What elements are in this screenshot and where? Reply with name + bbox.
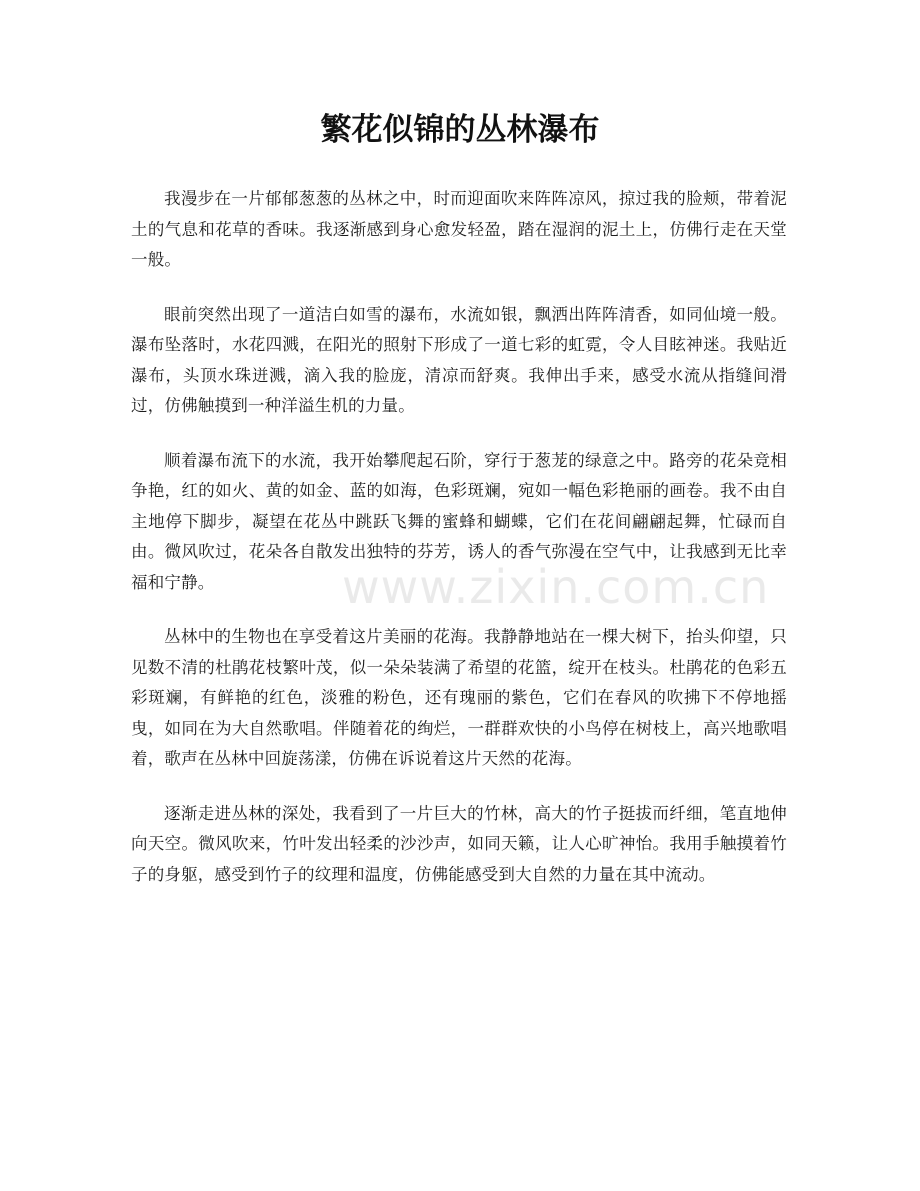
paragraph-2: 眼前突然出现了一道洁白如雪的瀑布，水流如银，飘洒出阵阵清香，如同仙境一般。瀑布坠落时，水花四溅，在阳光的照射下形成了一道七彩的虹霓，令人目眩神迷。我贴近瀑布，头顶水珠迸溅，滴入我的脸庞，清凉而舒爽。我伸出手来，感受水流从指缝间滑过，仿佛触摸到一种洋溢生机的力量。 (131, 304, 787, 415)
document-body (131, 184, 787, 914)
document-title: 繁花似锦的丛林瀑布 (320, 112, 600, 148)
paragraph-5: 逐渐走进丛林的深处，我看到了一片巨大的竹林，高大的竹子挺拔而纤细，笔直地伸向天空。微风吹来，竹叶发出轻柔的沙沙声，如同天籁，让人心旷神怡。我用手触摸着竹子的身躯，感受到竹子的纹理和温度，仿佛能感受到大自然的力量在其中流动。 (131, 803, 787, 884)
paragraph-1: 我漫步在一片郁郁葱葱的丛林之中，时而迎面吹来阵阵凉风，掠过我的脸颊，带着泥土的气息和花草的香味。我逐渐感到身心愈发轻盈，踏在湿润的泥土上，仿佛行走在天堂一般。 (131, 189, 787, 269)
watermark-text: www.zixin.com.cn (342, 560, 770, 614)
paragraph-4: 丛林中的生物也在享受着这片美丽的花海。我静静地站在一棵大树下，抬头仰望，只见数不清的杜鹃花枝繁叶茂，似一朵朵装满了希望的花篮，绽开在枝头。杜鹃花的色彩五彩斑斓，有鲜艳的红色，淡雅的粉色，还有瑰丽的紫色，它们在春风的吹拂下不停地摇曳，如同在为大自然歌唱。伴随着花的绚烂，一群群欢快的小鸟停在树枝上，高兴地歌唱着，歌声在丛林中回旋荡漾，仿佛在诉说着这片天然的花海。 (131, 627, 787, 768)
paragraph-3: 顺着瀑布流下的水流，我开始攀爬起石阶，穿行于葱茏的绿意之中。路旁的花朵竞相争艳，红的如火、黄的如金、蓝的如海，色彩斑斓，宛如一幅色彩艳丽的画卷。我不由自主地停下脚步，凝望在花丛中跳跃飞舞的蜜蜂和蝴蝶，它们在花间翩翩起舞，忙碌而自由。微风吹过，花朵各自散发出独特的芬芳，诱人的香气弥漫在空气中，让我感到无比幸福和宁静。 (131, 450, 787, 592)
